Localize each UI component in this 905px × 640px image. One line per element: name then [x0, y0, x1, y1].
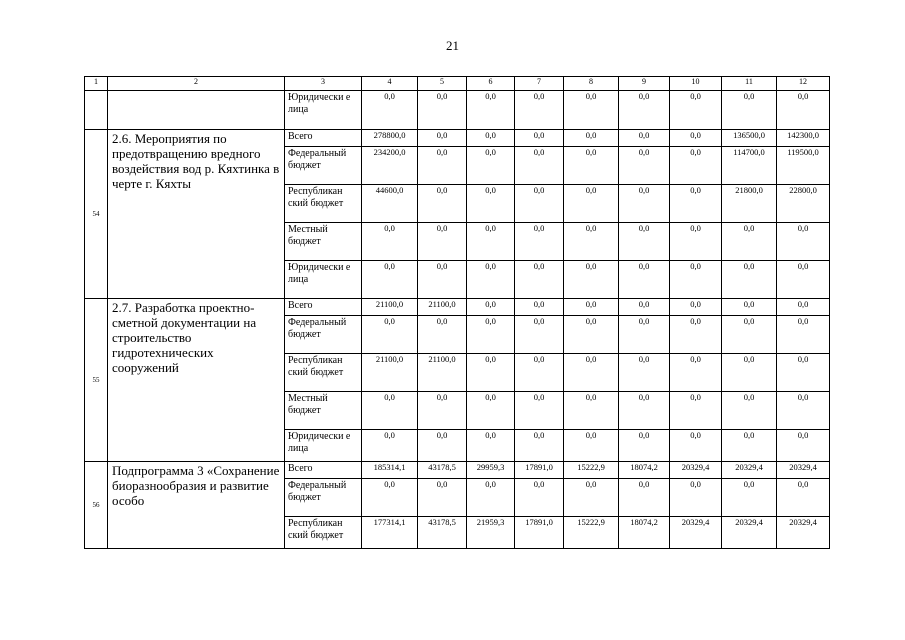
value-cell: 43178,5: [418, 462, 467, 479]
value-cell: 0,0: [418, 261, 467, 299]
value-cell: 0,0: [670, 261, 722, 299]
value-cell: 0,0: [418, 392, 467, 430]
value-cell: 0,0: [418, 479, 467, 517]
value-cell: 0,0: [619, 392, 670, 430]
value-cell: 0,0: [564, 223, 619, 261]
value-cell: 15222,9: [564, 517, 619, 549]
funding-source: Местный бюджет: [285, 392, 362, 430]
value-cell: 0,0: [777, 261, 830, 299]
value-cell: 278800,0: [362, 130, 418, 147]
value-cell: 0,0: [722, 392, 777, 430]
table-row: [85, 299, 830, 316]
header-cell: 7: [515, 77, 564, 91]
value-cell: 0,0: [777, 354, 830, 392]
value-cell: 0,0: [777, 479, 830, 517]
value-cell: 0,0: [722, 261, 777, 299]
value-cell: 18074,2: [619, 517, 670, 549]
value-cell: 0,0: [777, 299, 830, 316]
value-cell: 0,0: [467, 130, 515, 147]
value-cell: 0,0: [670, 479, 722, 517]
value-cell: 0,0: [418, 223, 467, 261]
value-cell: 0,0: [515, 430, 564, 462]
value-cell: 0,0: [564, 392, 619, 430]
value-cell: 0,0: [670, 223, 722, 261]
value-cell: 0,0: [467, 392, 515, 430]
value-cell: 0,0: [670, 392, 722, 430]
funding-source: Всего: [285, 130, 362, 147]
header-cell: 2: [108, 77, 285, 91]
value-cell: 0,0: [564, 316, 619, 354]
budget-table: [84, 76, 830, 549]
value-cell: 0,0: [722, 354, 777, 392]
value-cell: 0,0: [467, 185, 515, 223]
value-cell: 21100,0: [418, 299, 467, 316]
value-cell: 0,0: [722, 299, 777, 316]
value-cell: 0,0: [467, 479, 515, 517]
value-cell: 0,0: [418, 185, 467, 223]
value-cell: 0,0: [467, 261, 515, 299]
value-cell: 0,0: [515, 91, 564, 130]
value-cell: 0,0: [515, 130, 564, 147]
value-cell: 0,0: [722, 479, 777, 517]
funding-source: Местный бюджет: [285, 223, 362, 261]
value-cell: 20329,4: [722, 462, 777, 479]
value-cell: 0,0: [362, 223, 418, 261]
value-cell: 0,0: [564, 299, 619, 316]
value-cell: 20329,4: [670, 462, 722, 479]
value-cell: 21100,0: [362, 299, 418, 316]
value-cell: 0,0: [722, 316, 777, 354]
funding-source: Республикан ский бюджет: [285, 517, 362, 549]
value-cell: 0,0: [670, 147, 722, 185]
funding-source: Всего: [285, 299, 362, 316]
value-cell: 0,0: [777, 223, 830, 261]
value-cell: 0,0: [777, 91, 830, 130]
value-cell: 0,0: [515, 354, 564, 392]
funding-source: Республикан ский бюджет: [285, 354, 362, 392]
value-cell: 0,0: [670, 354, 722, 392]
value-cell: 0,0: [418, 91, 467, 130]
value-cell: 0,0: [362, 316, 418, 354]
value-cell: 0,0: [564, 354, 619, 392]
measure-name: [108, 91, 285, 130]
value-cell: 177314,1: [362, 517, 418, 549]
value-cell: 0,0: [362, 91, 418, 130]
value-cell: 0,0: [418, 130, 467, 147]
funding-source: Всего: [285, 462, 362, 479]
value-cell: 0,0: [515, 299, 564, 316]
value-cell: 0,0: [564, 130, 619, 147]
value-cell: 21959,3: [467, 517, 515, 549]
measure-name: 2.6. Мероприятия по предотвращению вредного воздействия вод р. Кяхтинка в черте г. Кяхты: [108, 130, 285, 299]
header-cell: 5: [418, 77, 467, 91]
funding-source: Республикан ский бюджет: [285, 185, 362, 223]
value-cell: 0,0: [564, 261, 619, 299]
row-number: 55: [85, 299, 108, 462]
header-row: [85, 77, 830, 91]
table-row: [85, 130, 830, 147]
value-cell: 0,0: [670, 91, 722, 130]
value-cell: 0,0: [670, 316, 722, 354]
value-cell: 0,0: [467, 354, 515, 392]
value-cell: 0,0: [467, 147, 515, 185]
value-cell: 0,0: [619, 185, 670, 223]
value-cell: 0,0: [619, 354, 670, 392]
value-cell: 21100,0: [362, 354, 418, 392]
value-cell: 0,0: [670, 130, 722, 147]
header-cell: 11: [722, 77, 777, 91]
header-cell: 4: [362, 77, 418, 91]
value-cell: 0,0: [362, 430, 418, 462]
header-cell: 12: [777, 77, 830, 91]
value-cell: 0,0: [515, 223, 564, 261]
value-cell: 0,0: [467, 316, 515, 354]
row-number: 54: [85, 130, 108, 299]
value-cell: 0,0: [619, 130, 670, 147]
value-cell: 17891,0: [515, 517, 564, 549]
funding-source: Юридически е лица: [285, 261, 362, 299]
value-cell: 20329,4: [722, 517, 777, 549]
value-cell: 0,0: [619, 91, 670, 130]
value-cell: 20329,4: [777, 517, 830, 549]
value-cell: 0,0: [722, 91, 777, 130]
funding-source: Федеральный бюджет: [285, 479, 362, 517]
value-cell: 0,0: [619, 261, 670, 299]
value-cell: 0,0: [362, 261, 418, 299]
header-cell: 3: [285, 77, 362, 91]
header-cell: 8: [564, 77, 619, 91]
header-cell: 10: [670, 77, 722, 91]
value-cell: 0,0: [467, 91, 515, 130]
table-row: [85, 462, 830, 479]
value-cell: 0,0: [418, 430, 467, 462]
header-cell: 6: [467, 77, 515, 91]
value-cell: 29959,3: [467, 462, 515, 479]
value-cell: 0,0: [418, 147, 467, 185]
value-cell: 0,0: [619, 223, 670, 261]
value-cell: 0,0: [564, 147, 619, 185]
value-cell: 0,0: [670, 185, 722, 223]
value-cell: 0,0: [564, 479, 619, 517]
value-cell: 0,0: [777, 430, 830, 462]
value-cell: 0,0: [515, 316, 564, 354]
value-cell: 0,0: [564, 91, 619, 130]
value-cell: 0,0: [777, 316, 830, 354]
value-cell: 0,0: [670, 299, 722, 316]
funding-source: Юридически е лица: [285, 430, 362, 462]
measure-name: 2.7. Разработка проектно-сметной документации на строительство гидротехнических сооружений: [108, 299, 285, 462]
value-cell: 0,0: [515, 147, 564, 185]
value-cell: 0,0: [619, 479, 670, 517]
value-cell: 0,0: [564, 430, 619, 462]
value-cell: 22800,0: [777, 185, 830, 223]
row-number: [85, 91, 108, 130]
value-cell: 0,0: [467, 299, 515, 316]
value-cell: 21100,0: [418, 354, 467, 392]
value-cell: 20329,4: [777, 462, 830, 479]
value-cell: 20329,4: [670, 517, 722, 549]
value-cell: 0,0: [619, 430, 670, 462]
value-cell: 0,0: [564, 185, 619, 223]
value-cell: 21800,0: [722, 185, 777, 223]
value-cell: 44600,0: [362, 185, 418, 223]
value-cell: 234200,0: [362, 147, 418, 185]
value-cell: 18074,2: [619, 462, 670, 479]
value-cell: 0,0: [722, 223, 777, 261]
value-cell: 0,0: [362, 392, 418, 430]
value-cell: 0,0: [515, 185, 564, 223]
value-cell: 185314,1: [362, 462, 418, 479]
funding-source: Федеральный бюджет: [285, 316, 362, 354]
value-cell: 0,0: [418, 316, 467, 354]
value-cell: 119500,0: [777, 147, 830, 185]
value-cell: 0,0: [515, 392, 564, 430]
value-cell: 15222,9: [564, 462, 619, 479]
value-cell: 0,0: [619, 147, 670, 185]
value-cell: 0,0: [619, 299, 670, 316]
value-cell: 43178,5: [418, 517, 467, 549]
value-cell: 0,0: [515, 479, 564, 517]
row-number: 56: [85, 462, 108, 549]
value-cell: 0,0: [515, 261, 564, 299]
value-cell: 0,0: [467, 223, 515, 261]
value-cell: 0,0: [467, 430, 515, 462]
header-cell: 1: [85, 77, 108, 91]
value-cell: 0,0: [722, 430, 777, 462]
table-row: [85, 91, 830, 130]
header-cell: 9: [619, 77, 670, 91]
value-cell: 0,0: [670, 430, 722, 462]
value-cell: 136500,0: [722, 130, 777, 147]
value-cell: 17891,0: [515, 462, 564, 479]
page-number: 21: [446, 38, 459, 53]
value-cell: 114700,0: [722, 147, 777, 185]
funding-source: Юридически е лица: [285, 91, 362, 130]
value-cell: 0,0: [777, 392, 830, 430]
value-cell: 0,0: [619, 316, 670, 354]
measure-name: Подпрограмма 3 «Сохранение биоразнообразия и развитие особо: [108, 462, 285, 549]
value-cell: 142300,0: [777, 130, 830, 147]
funding-source: Федеральный бюджет: [285, 147, 362, 185]
value-cell: 0,0: [362, 479, 418, 517]
